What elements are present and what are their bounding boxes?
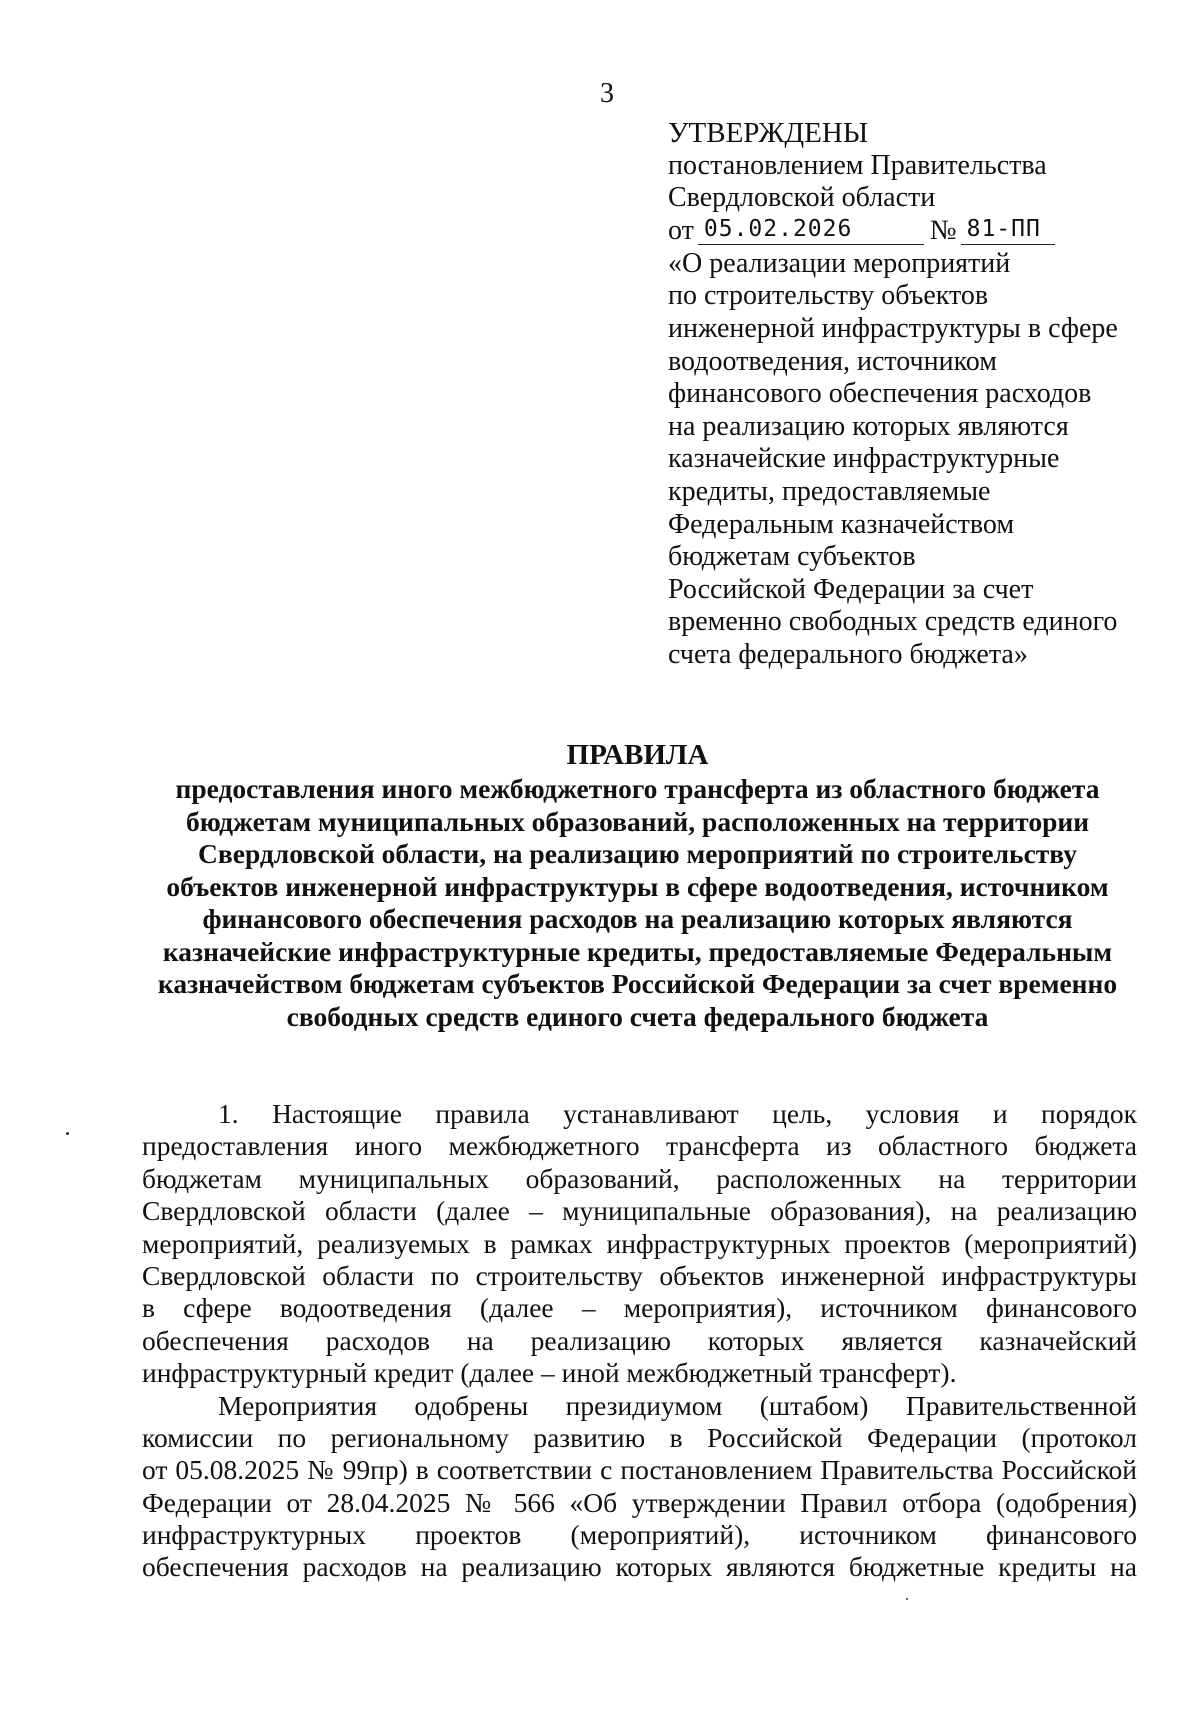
rules-subtitle-line: свободных средств единого счета федерального бюджета [286, 1000, 989, 1032]
rules-subtitle-line: финансового обеспечения расходов на реализацию которых являются [202, 903, 1073, 934]
date-value: 05.02.2026 [698, 214, 924, 245]
paragraph-2 [142, 1390, 1137, 1584]
rules-subtitle [140, 773, 1135, 1033]
paragraph-line: Свердловской области (далее – муниципальные образования), на реализацию [142, 1195, 1137, 1227]
rules-subtitle-line: Свердловской области, на реализацию мероприятий по строительству [198, 838, 1077, 869]
approval-title: УТВЕРЖДЕНЫ [668, 117, 869, 149]
approval-block [668, 117, 1138, 672]
subject-line: инженерной инфраструктуры в сфере [668, 312, 1118, 344]
approval-line-2: Свердловской области [668, 182, 936, 214]
subject-line: по строительству объектов [668, 280, 989, 312]
subject-line: водоотведения, источником [668, 345, 997, 377]
scan-speck [66, 1132, 69, 1135]
paragraph-line: инфраструктурный кредит (далее – иной межбюджетный трансферт). [142, 1357, 957, 1389]
subject-line: бюджетам субъектов [668, 541, 916, 573]
number-prefix: № [929, 214, 957, 246]
paragraph-line: бюджетам муниципальных образований, расположенных на территории [142, 1162, 1137, 1194]
scan-speck [906, 1598, 908, 1600]
paragraph-line: Федерации от 28.04.2025 № 566 «Об утверждении Правил отбора (одобрения) [142, 1486, 1137, 1518]
paragraph-line: предоставления иного межбюджетного трансферта из областного бюджета [142, 1130, 1137, 1162]
paragraph-line: Мероприятия одобрены президиумом (штабом) Правительственной [218, 1389, 1137, 1421]
paragraph-line: обеспечения расходов на реализацию которых является казначейский [142, 1324, 1137, 1356]
number-value: 81-ПП [961, 214, 1055, 245]
paragraph-line: от 05.08.2025 № 99пр) в соответствии с постановлением Правительства Российской [142, 1454, 1137, 1486]
date-prefix: от [668, 214, 694, 246]
subject-line: счета федерального бюджета» [668, 638, 1028, 670]
rules-subtitle-line: объектов инженерной инфраструктуры в сфере водоотведения, источником [166, 870, 1109, 902]
paragraph-line: обеспечения расходов на реализацию которых являются бюджетные кредиты на [142, 1551, 1137, 1583]
paragraph-line: 1. Настоящие правила устанавливают цель, условия и порядок [218, 1098, 1137, 1129]
paragraph-1 [142, 1098, 1137, 1390]
rules-subtitle-line: предоставления иного межбюджетного трансферта из областного бюджета [175, 773, 1100, 804]
approval-line-1: постановлением Правительства [668, 149, 1047, 181]
paragraph-line: мероприятий, реализуемых в рамках инфраструктурных проектов (мероприятий) [142, 1227, 1137, 1259]
approval-date-line [668, 215, 1138, 248]
subject-line: финансового обеспечения расходов [668, 378, 1092, 410]
subject-line: «О реализации мероприятий [668, 247, 1011, 279]
rules-title: ПРАВИЛА [566, 739, 709, 771]
rules-subtitle-line: казначейством бюджетам субъектов Российской Федерации за счет временно [157, 968, 1118, 999]
rules-subtitle-line: бюджетам муниципальных образований, расположенных на территории [185, 805, 1090, 837]
paragraph-line: Свердловской области по строительству объектов инженерной инфраструктуры [142, 1259, 1137, 1291]
page-number: 3 [600, 78, 614, 109]
subject-line: временно свободных средств единого [668, 606, 1118, 638]
body-text [142, 1098, 1137, 1584]
paragraph-line: комиссии по региональному развитию в Российской Федерации (протокол [142, 1421, 1137, 1453]
paragraph-line: инфраструктурных проектов (мероприятий), источником финансового [142, 1519, 1137, 1551]
rules-header [140, 737, 1135, 1033]
subject-line: Российской Федерации за счет [668, 573, 1034, 605]
subject-line: казначейские инфраструктурные [668, 443, 1060, 475]
subject-line: Федеральным казначейством [668, 508, 1015, 540]
paragraph-line: в сфере водоотведения (далее – мероприятия), источником финансового [142, 1292, 1137, 1324]
rules-subtitle-line: казначейские инфраструктурные кредиты, предоставляемые Федеральным [162, 935, 1113, 967]
subject-line: кредиты, предоставляемые [668, 475, 991, 507]
subject-line: на реализацию которых являются [668, 410, 1069, 442]
